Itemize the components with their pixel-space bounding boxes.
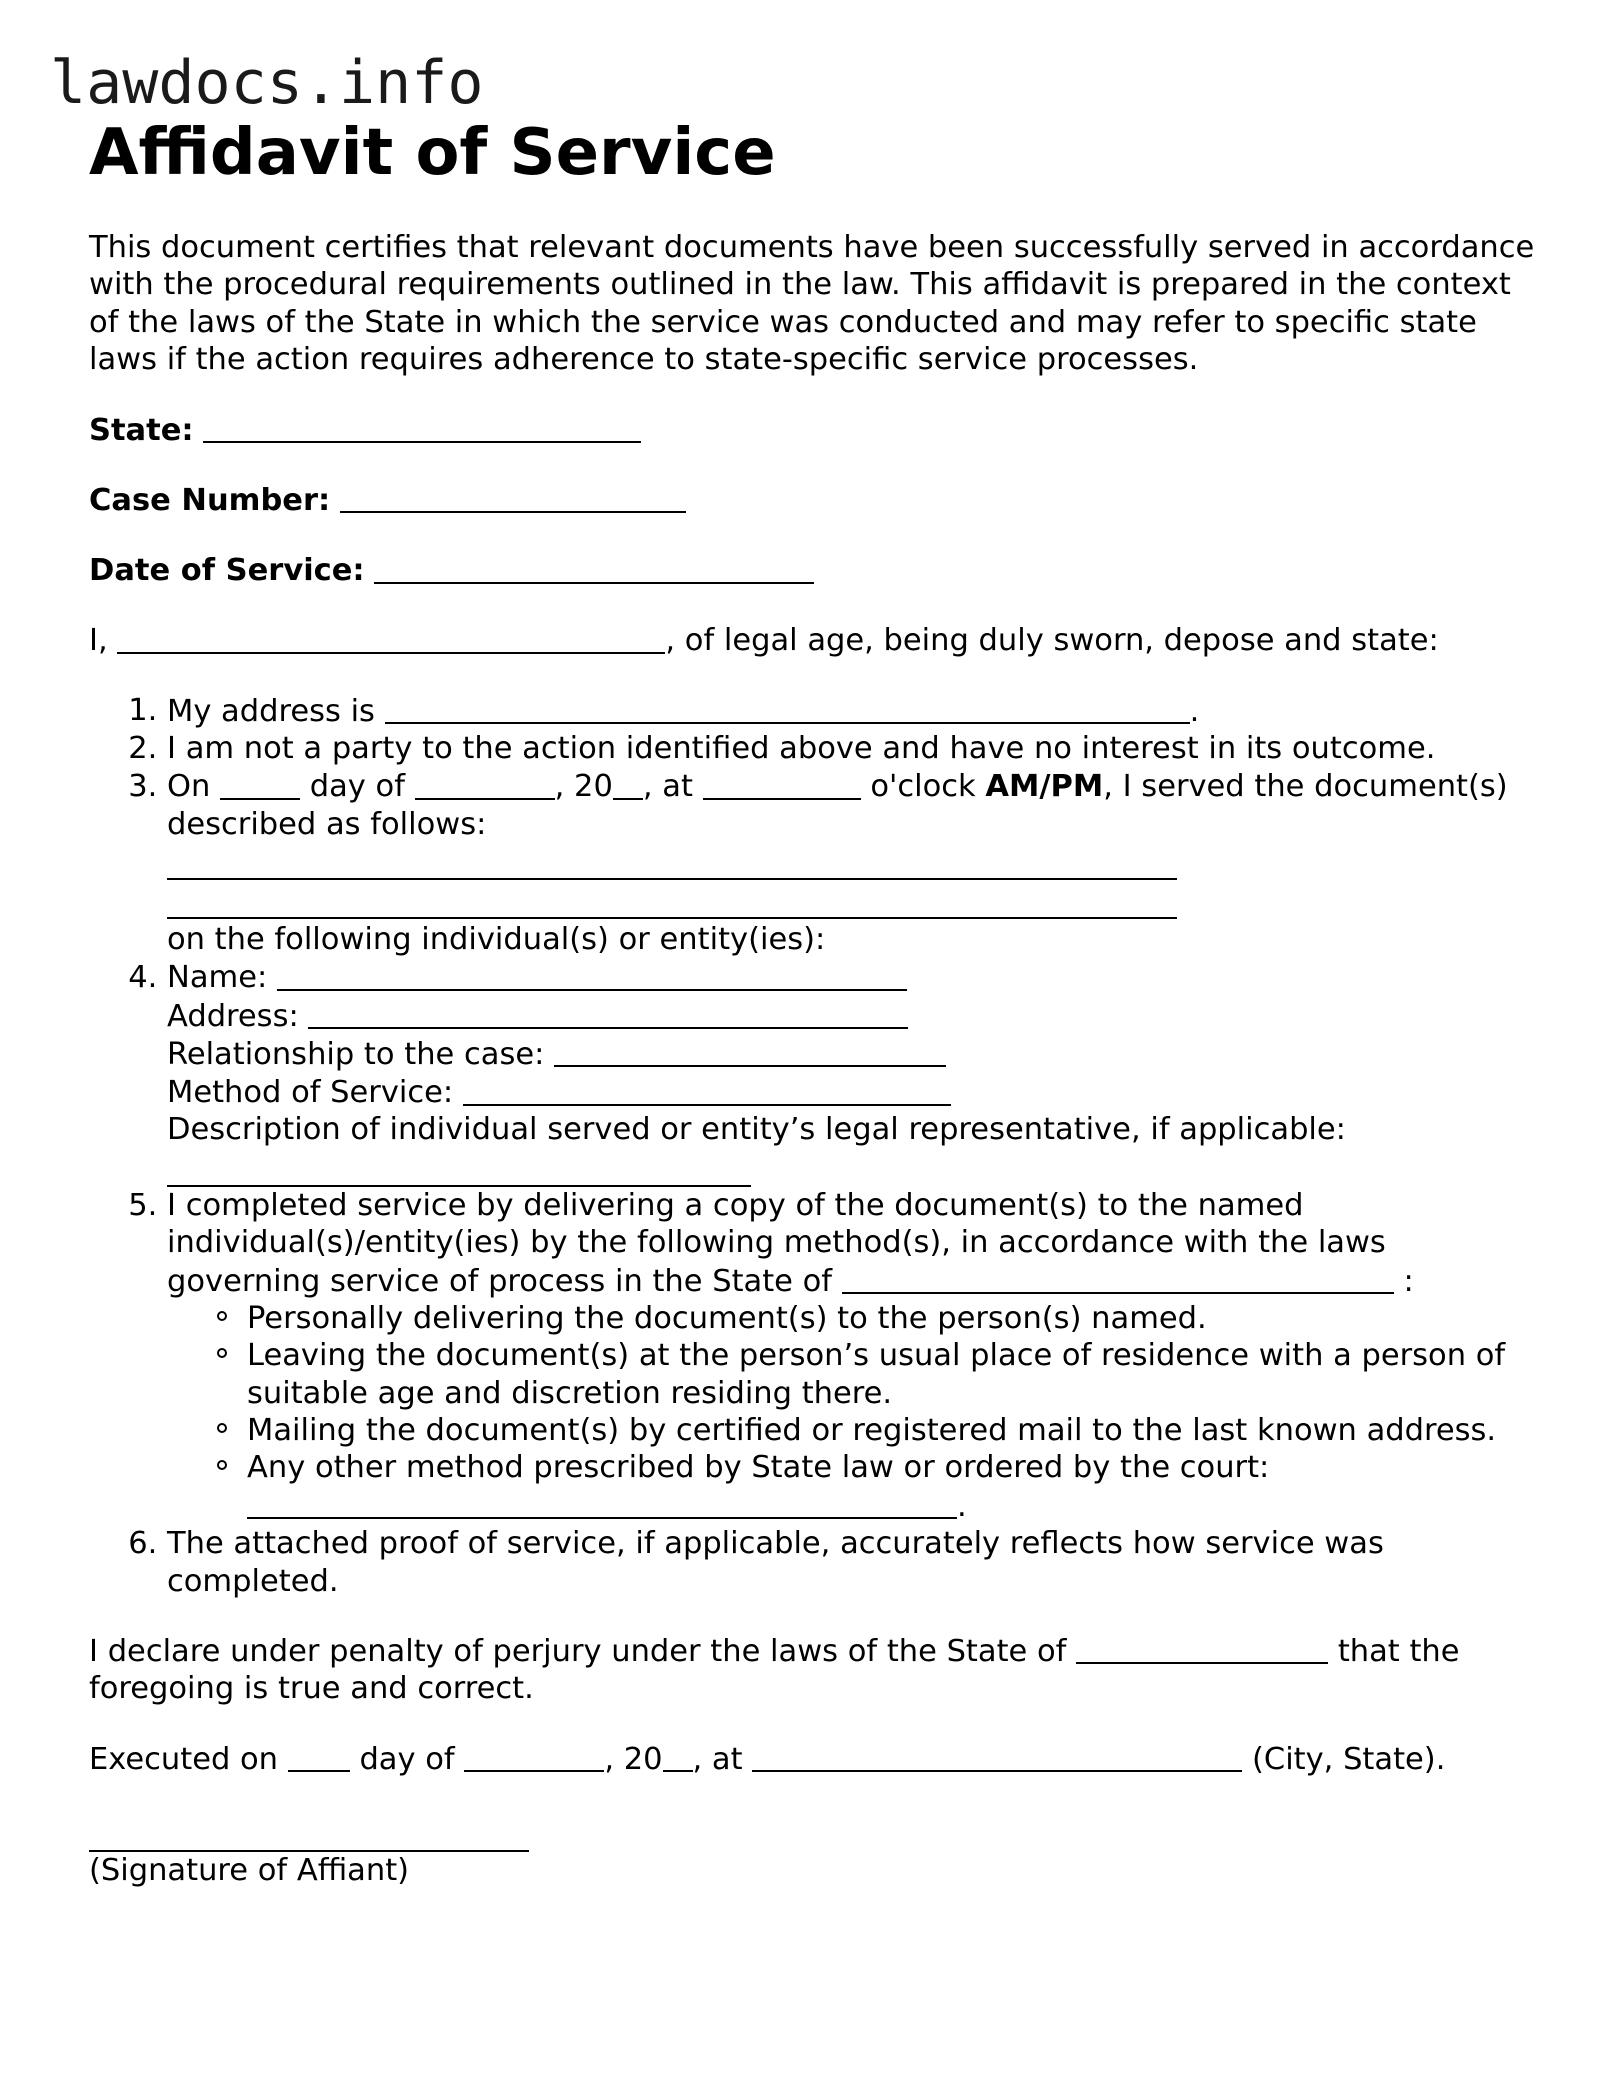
description-blank[interactable] — [167, 1149, 751, 1187]
list-item — [167, 767, 1539, 958]
executed-year-blank[interactable] — [663, 1740, 693, 1773]
executed-line — [89, 1740, 1539, 1778]
address-prefix: My address is — [167, 693, 375, 729]
document-body — [89, 115, 1539, 1889]
oath-suffix: , of legal age, being duly sworn, depose and state: — [665, 623, 1439, 659]
state-field — [89, 411, 1539, 449]
method-text: Mailing the document(s) by certified or registered mail to the last known address. — [247, 1413, 1497, 1449]
method-blank[interactable] — [463, 1073, 951, 1106]
declaration-state-blank[interactable] — [1076, 1632, 1328, 1665]
address-row — [167, 997, 1539, 1035]
list-item: 2. I am not a party to the action identified above and have no interest in its outcome. — [167, 730, 1539, 767]
declaration-prefix: I declare under penalty of perjury under the laws of the State of — [89, 1633, 1067, 1669]
signature-block — [89, 1818, 1539, 1889]
list-item — [167, 1187, 1539, 1525]
documents-description-line-2[interactable] — [167, 882, 1177, 919]
on-label: On — [167, 769, 211, 805]
on-following-text: on the following individual(s) or entity(ies): — [167, 921, 826, 957]
city-state-label: (City, State). — [1252, 1741, 1446, 1777]
list-item — [247, 1337, 1539, 1412]
circle-bullet-icon — [217, 1460, 227, 1470]
completed-suffix: : — [1393, 1263, 1414, 1299]
description-label: Description of individual served or entity’s legal representative, if applicable: — [167, 1112, 1346, 1148]
executed-city-state-blank[interactable] — [752, 1740, 1242, 1773]
list-item — [167, 692, 1539, 730]
served-address-blank[interactable] — [308, 997, 908, 1030]
circle-bullet-icon — [217, 1423, 227, 1433]
signature-line[interactable] — [89, 1818, 529, 1852]
address-label: Address: — [167, 998, 299, 1034]
intro-paragraph: This document certifies that relevant documents have been successfully served in accordance with the procedural requirements outlined in the law. This affidavit is prepared in the context of the laws of the State in which the service was conducted and may refer to specific state laws if the action requires adherence to state-specific service processes. — [89, 230, 1535, 378]
method-text: Personally delivering the document(s) to the person(s) named. — [247, 1300, 1207, 1336]
method-row — [167, 1073, 1539, 1111]
signature-caption: (Signature of Affiant) — [89, 1852, 410, 1888]
executed-prefix: Executed on — [89, 1741, 279, 1777]
circle-bullet-icon — [217, 1311, 227, 1321]
name-row — [167, 958, 1539, 996]
at-label: , at — [642, 769, 693, 805]
date-of-service-blank[interactable] — [374, 551, 814, 584]
declaration-suffix: that the foregoing is true and correct. — [89, 1633, 1460, 1707]
affiant-name-blank[interactable] — [117, 621, 665, 654]
state-blank[interactable] — [203, 411, 641, 444]
executed-day-of: day of — [359, 1741, 455, 1777]
oath-prefix: I, — [89, 623, 108, 659]
executed-at: , at — [692, 1741, 743, 1777]
relationship-label: Relationship to the case: — [167, 1036, 545, 1072]
method-text: Leaving the document(s) at the person’s usual place of residence with a person of suitable age and discretion residing there. — [247, 1338, 1506, 1411]
relationship-blank[interactable] — [554, 1035, 946, 1068]
methods-list — [167, 1300, 1539, 1525]
service-day-blank[interactable] — [220, 767, 300, 800]
ampm-label: AM/PM — [985, 769, 1104, 805]
document-title: Affidavit of Service — [89, 116, 776, 190]
list-item — [247, 1300, 1539, 1337]
statements-list — [89, 692, 1539, 1600]
executed-day-blank[interactable] — [288, 1740, 350, 1773]
name-blank[interactable] — [277, 958, 907, 991]
date-of-service-label: Date of Service: — [89, 552, 365, 588]
circle-bullet-icon — [217, 1348, 227, 1358]
list-item — [247, 1449, 1539, 1525]
list-item — [247, 1412, 1539, 1449]
address-suffix: . — [1189, 693, 1200, 729]
completed-service-text: I completed service by delivering a copy of the document(s) to the named individual(s)/entity(ies) by the following method(s), in accordance with the laws governing service of process in the State of — [167, 1187, 1386, 1299]
method-text: Any other method prescribed by State law or ordered by the court: — [247, 1450, 1270, 1486]
other-method-suffix: . — [957, 1488, 967, 1524]
case-number-label: Case Number: — [89, 482, 331, 518]
service-year-blank[interactable] — [613, 767, 643, 800]
name-label: Name: — [167, 960, 268, 996]
service-time-blank[interactable] — [703, 767, 861, 800]
day-of-label: day of — [309, 769, 405, 805]
service-state-blank[interactable] — [842, 1262, 1394, 1295]
year-prefix: , 20 — [554, 769, 613, 805]
declaration — [89, 1632, 1539, 1708]
date-of-service-field — [89, 551, 1539, 589]
relationship-row — [167, 1035, 1539, 1073]
documents-description-line-1[interactable] — [167, 843, 1177, 880]
case-number-field — [89, 481, 1539, 519]
case-number-blank[interactable] — [340, 481, 686, 514]
executed-month-blank[interactable] — [464, 1740, 604, 1773]
executed-year-prefix: , 20 — [604, 1741, 663, 1777]
served-the-text: , I served the document(s) described as follows: — [167, 769, 1508, 842]
list-item: 6. The attached proof of service, if applicable, accurately reflects how service was completed. — [167, 1525, 1539, 1600]
oath-line — [89, 621, 1539, 659]
method-label: Method of Service: — [167, 1074, 454, 1110]
watermark: lawdocs.info — [50, 48, 484, 118]
service-month-blank[interactable] — [415, 767, 555, 800]
other-method-row — [247, 1487, 1539, 1525]
other-method-blank[interactable] — [247, 1487, 957, 1520]
state-label: State: — [89, 412, 194, 448]
list-item — [167, 958, 1539, 1186]
oclock-label: o'clock — [870, 769, 976, 805]
affiant-address-blank[interactable] — [385, 692, 1190, 725]
